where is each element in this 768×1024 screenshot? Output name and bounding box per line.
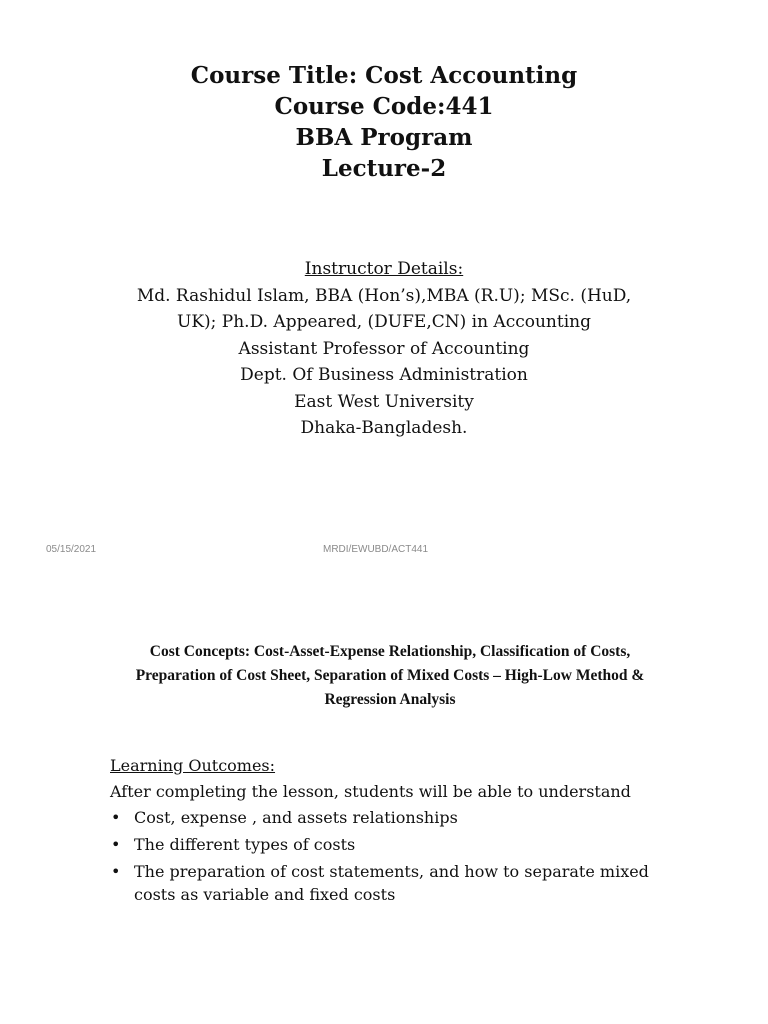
instructor-heading: Instructor Details: <box>304 259 464 279</box>
list-item-text: Cost, expense , and assets relationships <box>134 808 458 827</box>
topic-line: Regression Analysis <box>324 691 456 708</box>
learning-outcomes-list <box>110 806 670 906</box>
learning-outcomes-intro: After completing the lesson, students will be able to understand <box>110 782 631 801</box>
bullet-icon: • <box>111 808 121 827</box>
program-name: BBA Program <box>295 124 473 151</box>
course-title-block <box>0 60 768 184</box>
learning-outcomes-heading: Learning Outcomes: <box>110 756 276 775</box>
list-item-text: The preparation of cost statements, and how to separate mixed costs as variable and fixed costs <box>134 862 649 904</box>
list-item <box>110 860 670 906</box>
bullet-icon: • <box>111 862 121 881</box>
instructor-position: Assistant Professor of Accounting <box>238 338 530 359</box>
topic-line: Preparation of Cost Sheet, Separation of Mixed Costs – High-Low Method & <box>135 667 645 684</box>
list-item <box>110 833 670 856</box>
topic-line: Cost Concepts: Cost-Asset-Expense Relationship, Classification of Costs, <box>149 643 631 660</box>
course-title: Course Title: Cost Accounting <box>190 62 578 89</box>
instructor-department: Dept. Of Business Administration <box>240 365 528 385</box>
list-item <box>110 806 670 829</box>
lecture-topics-heading <box>60 640 720 712</box>
footer-date: 05/15/2021 <box>46 544 97 555</box>
course-code: Course Code:441 <box>274 93 494 120</box>
instructor-degrees-line: UK); Ph.D. Appeared, (DUFE,CN) in Accounting <box>177 312 591 332</box>
instructor-location: Dhaka-Bangladesh. <box>300 418 468 438</box>
list-item-text: The different types of costs <box>134 835 356 854</box>
instructor-university: East West University <box>294 391 474 412</box>
bullet-icon: • <box>111 835 121 854</box>
lecture-number: Lecture-2 <box>321 155 447 182</box>
instructor-details <box>0 256 768 442</box>
learning-outcomes <box>110 754 670 910</box>
instructor-name-line: Md. Rashidul Islam, BBA (Hon’s),MBA (R.U); MSc. (HuD, <box>136 285 632 306</box>
footer-course-code: MRDI/EWUBD/ACT441 <box>323 544 429 555</box>
